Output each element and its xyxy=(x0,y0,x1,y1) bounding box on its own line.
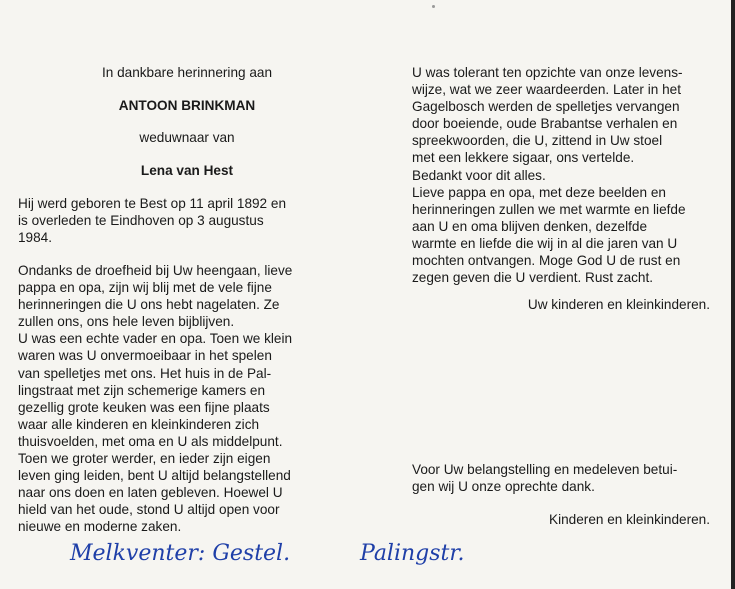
text-line: door boeiende, oude Brabantse verhalen en xyxy=(412,116,678,132)
text-line: Toen we groter werder, en ieder zijn eigen xyxy=(18,451,271,467)
text-line: is overleden te Eindhoven op 3 augustus xyxy=(18,213,264,229)
body-paragraph xyxy=(18,262,356,536)
deceased-name: ANTOON BRINKMAN xyxy=(118,98,256,113)
intro-text: In dankbare herinnering aan xyxy=(101,65,273,80)
handwritten-note-right: Palingstr. xyxy=(360,541,465,566)
text-line: nieuwe en moderne zaken. xyxy=(18,519,182,535)
text-line: warmte en liefde die wij in al die jaren van U xyxy=(412,235,678,251)
text-line: gen wij U onze oprechte dank. xyxy=(412,479,595,495)
text-line: Voor Uw belangstelling en medeleven betui- xyxy=(412,462,678,477)
relation-text: weduwnaar van xyxy=(139,130,235,145)
text-line: van spelletjes met ons. Het huis in de Pal- xyxy=(18,365,272,381)
text-line: U was tolerant ten opzichte van onze levens- xyxy=(412,65,683,80)
text-line: leven ging leiden, bent U altijd belangstellend xyxy=(18,468,291,484)
text-line: wijze, wat we zeer waardeerden. Later in het xyxy=(412,82,681,98)
text-line: Ondanks de droefheid bij Uw heengaan, lieve xyxy=(18,263,293,278)
text-line: waren was U onvermoeibaar in het spelen xyxy=(18,348,272,364)
text-line: 1984. xyxy=(18,230,53,246)
text-line: U was een echte vader en opa. Toen we klein xyxy=(18,331,293,347)
text-line: met een lekkere sigaar, ons vertelde. xyxy=(412,150,635,166)
text-line: waar alle kinderen en kleinkinderen zich xyxy=(18,416,260,432)
thanks-paragraph xyxy=(412,461,710,495)
text-line: Bedankt voor dit alles. xyxy=(412,167,546,183)
speck-mark xyxy=(432,5,435,8)
text-line: zullen ons, ons hele leven bijblijven. xyxy=(18,314,235,330)
text-line: thuisvoelden, met oma en U als middelpunt. xyxy=(18,433,283,449)
text-line: zegen geven die U verdient. Rust zacht. xyxy=(412,270,654,286)
text-line: Lieve pappa en opa, met deze beelden en xyxy=(412,184,666,200)
text-line: aan U en oma blijven denken, dezelfde xyxy=(412,218,648,234)
signoff-text: Uw kinderen en kleinkinderen. xyxy=(527,297,710,312)
text-line: Hij werd geboren te Best op 11 april 1892 en xyxy=(18,196,287,211)
text-line: Gagelbosch werden de spelletjes vervangen xyxy=(412,99,680,115)
text-line: mochten ontvangen. Moge God U de rust en xyxy=(412,253,681,269)
text-line: herinneringen die U ons hebt nagelaten. Ze xyxy=(18,297,280,313)
text-line: spreekwoorden, die U, zittend in Uw stoel xyxy=(412,133,663,149)
text-line: naar ons doen en laten gebleven. Hoewel U xyxy=(18,485,283,501)
text-line: gezellig grote keuken was een fijne plaats xyxy=(18,399,270,415)
right-body-paragraph xyxy=(412,64,710,286)
spouse-name: Lena van Hest xyxy=(140,163,234,178)
text-line: lingstraat met zijn schemerige kamers en xyxy=(18,382,266,398)
handwritten-note-left: Melkventer: Gestel. xyxy=(70,541,291,566)
text-line: pappa en opa, zijn wij blij met de vele fijne xyxy=(18,280,272,296)
text-line: hield van het oude, stond U altijd open voor xyxy=(18,502,280,518)
scan-edge xyxy=(731,0,735,589)
thanks-signoff: Kinderen en kleinkinderen. xyxy=(549,512,710,527)
text-line: herinneringen zullen we met warmte en liefde xyxy=(412,201,686,217)
birth-paragraph xyxy=(18,195,356,246)
